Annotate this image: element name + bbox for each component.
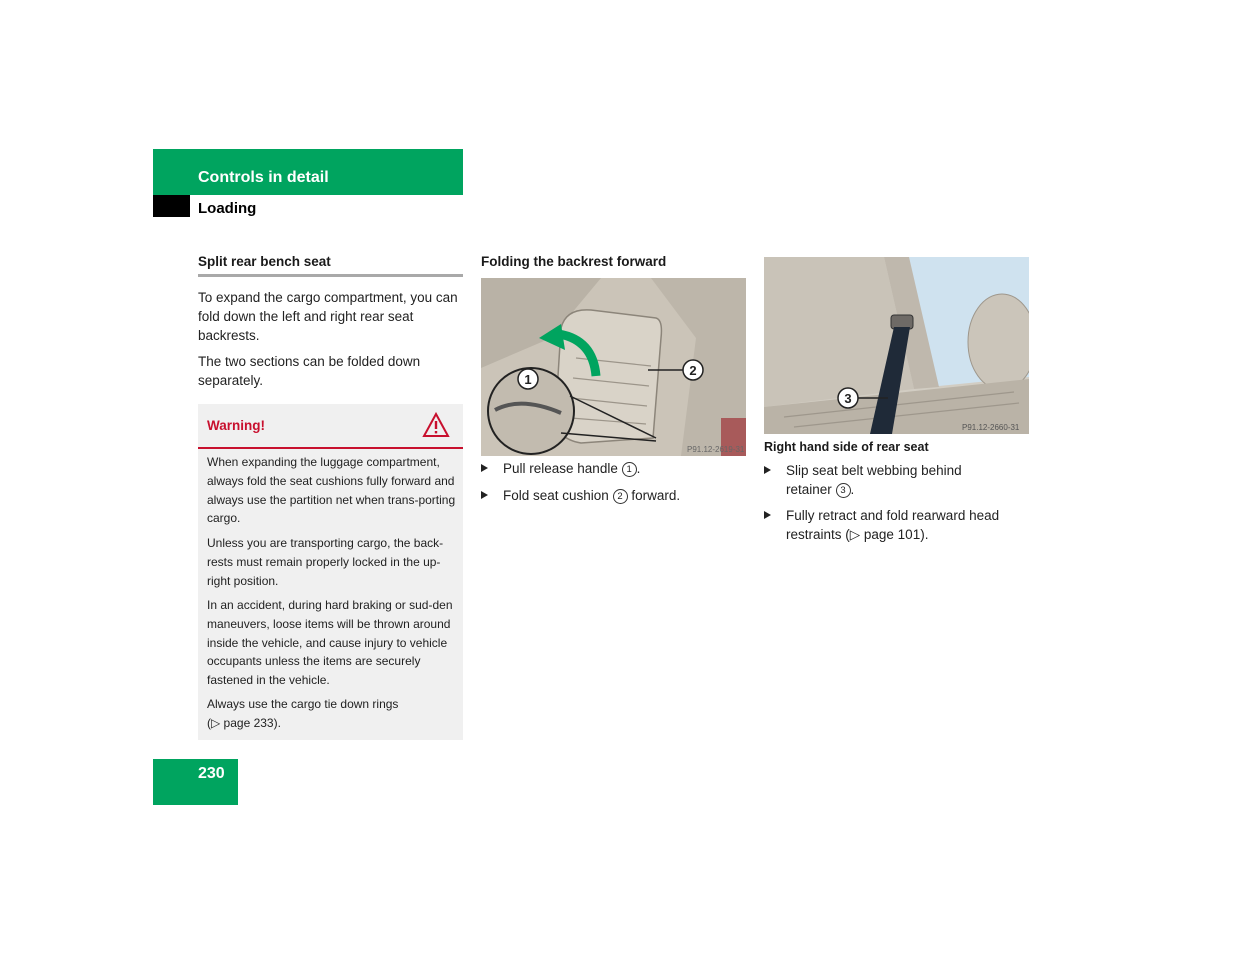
figure-caption: Right hand side of rear seat <box>764 440 929 454</box>
callout-1: 1 <box>524 372 532 387</box>
subsection-title: Loading <box>198 200 257 217</box>
backrest-fold-illustration <box>481 278 746 456</box>
bullet-triangle-icon <box>481 491 488 499</box>
warning-title: Warning! <box>207 418 265 433</box>
page-number-box <box>153 759 238 805</box>
figure-code: P91.12-2619-31 <box>687 445 745 454</box>
warning-triangle-icon <box>422 412 450 438</box>
warning-paragraph: In an accident, during hard braking or sud-den maneuvers, loose items will be thrown around inside the vehicle, and cause injury to vehicle occupants unless the items are securely fastened in the vehicle. <box>207 598 453 688</box>
section-heading: Split rear bench seat <box>198 254 463 277</box>
warning-paragraph: When expanding the luggage compartment, always fold the seat cushions fully forward and always use the partition net when trans-porting cargo. <box>207 455 456 526</box>
step-item <box>481 459 746 479</box>
step-item <box>764 506 1029 546</box>
warning-paragraph: Unless you are transporting cargo, the back-rests must remain properly locked in the up-right position. <box>207 536 444 588</box>
step-item <box>481 486 746 506</box>
warning-header <box>198 404 463 449</box>
header-tab-marker <box>153 195 190 217</box>
intro-paragraph: To expand the cargo compartment, you can fold down the left and right rear seat backrests. <box>198 290 458 343</box>
callout-3: 3 <box>844 391 852 406</box>
callout-2: 2 <box>689 363 697 378</box>
seat-belt-illustration <box>764 257 1029 434</box>
step-text: Fold seat cushion <box>503 488 609 503</box>
figure-code: P91.12-2660-31 <box>962 423 1020 432</box>
step-text-end: . <box>636 461 641 476</box>
warning-paragraph <box>207 695 457 733</box>
separate-paragraph: The two sections can be folded down separately. <box>198 354 421 388</box>
callout-ref-1: 1 <box>622 462 637 477</box>
step-text: Pull release handle <box>503 461 618 476</box>
page-reference-link[interactable]: (▷ page 233). <box>207 715 281 730</box>
step-text: Fully retract and fold rearward head <box>786 508 1000 523</box>
page-number: 230 <box>198 765 225 782</box>
step-text: retainer <box>786 482 832 497</box>
step-text-end: forward. <box>631 488 681 503</box>
step-text-end: . <box>850 482 855 497</box>
callout-ref-2: 2 <box>613 489 628 504</box>
warning-text: Always use the cargo tie down rings <box>207 697 399 711</box>
page-reference-link[interactable]: restraints (▷ page 101). <box>786 527 929 542</box>
bullet-triangle-icon <box>764 466 771 474</box>
bullet-triangle-icon <box>481 464 488 472</box>
section-title: Controls in detail <box>198 169 329 186</box>
warning-box <box>198 404 463 740</box>
bullet-triangle-icon <box>764 511 771 519</box>
procedure-heading: Folding the backrest forward <box>481 254 667 269</box>
step-text: Slip seat belt webbing behind <box>786 463 962 478</box>
step-item <box>764 461 1029 501</box>
callout-ref-3: 3 <box>836 483 851 498</box>
